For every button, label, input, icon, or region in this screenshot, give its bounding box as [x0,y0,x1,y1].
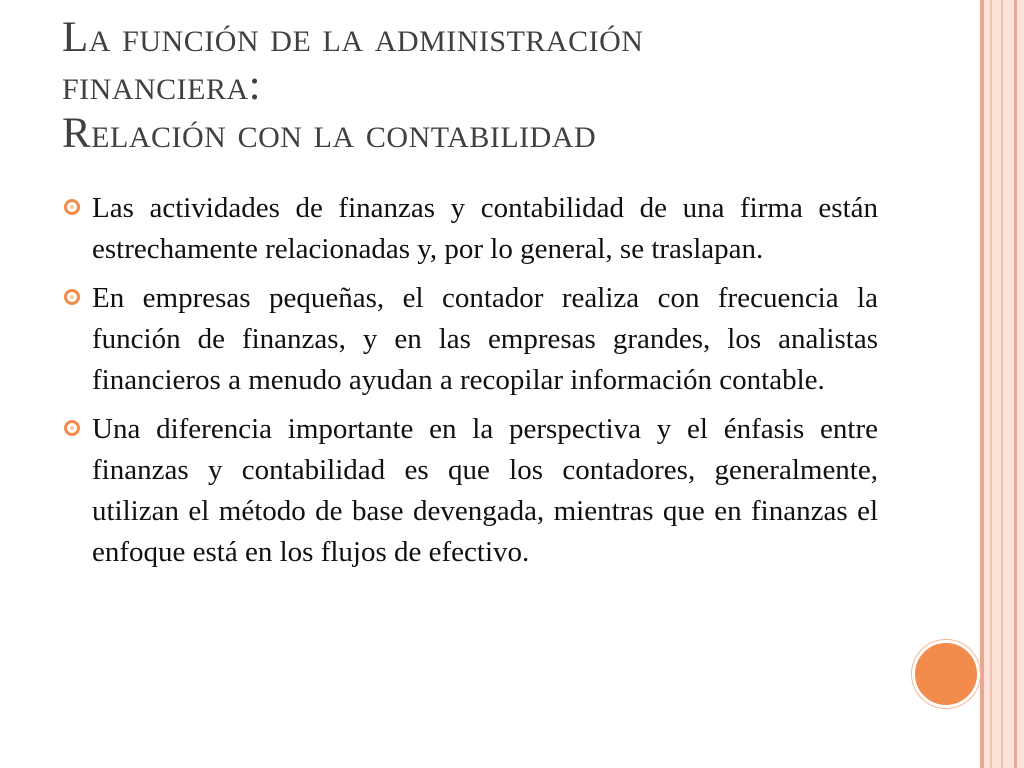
bullet-list [64,188,878,581]
decorative-stripe [1014,0,1017,768]
decorative-circle [912,640,980,708]
decorative-stripe [990,0,992,768]
title-line-1: La función de la administración [62,14,644,61]
title-line-2: financiera: [62,62,262,109]
bullet-text: Las actividades de finanzas y contabilidad de una firma están estrechamente relacionadas y, por lo general, se traslapan. [92,192,878,265]
bullet-icon [64,199,80,215]
bullet-icon [64,420,80,436]
bullet-icon [64,289,80,305]
title-line-3: Relación con la contabilidad [62,110,597,157]
bullet-text: Una diferencia importante en la perspectiva y el énfasis entre finanzas y contabilidad es que los contadores, generalmente, utilizan el método de base devengada, mientras que en finanzas el enfoque está en los flujos de efectivo. [92,413,878,568]
bullet-item [64,409,878,573]
bullet-text: En empresas pequeñas, el contador realiza con frecuencia la función de finanzas, y en las empresas grandes, los analistas financieros a menudo ayudan a recopilar información contable. [92,282,878,396]
decorative-stripe [1001,0,1003,768]
bullet-item [64,278,878,401]
slide-title [62,14,942,158]
decorative-stripe [980,0,984,768]
bullet-item [64,188,878,270]
